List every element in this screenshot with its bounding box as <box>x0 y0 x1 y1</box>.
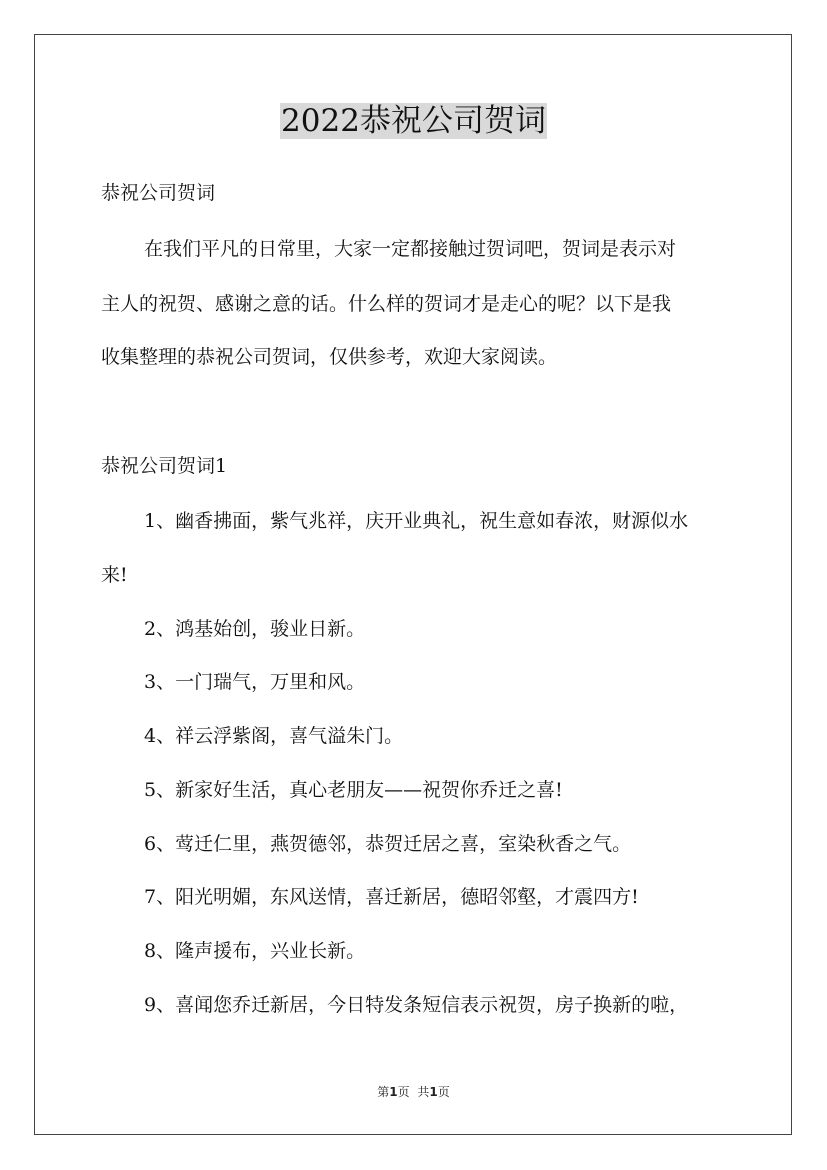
list-item-1: 1、幽香拂面，紫气兆祥，庆开业典礼，祝生意如春浓，财源似水 <box>144 510 689 532</box>
intro-line-3: 收集整理的恭祝公司贺词，仅供参考，欢迎大家阅读。 <box>101 346 558 368</box>
list-item-9: 9、喜闻您乔迁新居，今日特发条短信表示祝贺，房子换新的啦， <box>144 994 689 1016</box>
page-label-suffix: 页 <box>397 1085 410 1099</box>
total-pages: 1 <box>429 1085 438 1099</box>
document-title-text: 2022恭祝公司贺词 <box>281 103 546 139</box>
list-item-8: 8、隆声援布，兴业长新。 <box>144 940 366 962</box>
list-item-1-continued: 来! <box>101 564 128 586</box>
document-subtitle: 恭祝公司贺词 <box>101 182 216 204</box>
list-item-3: 3、一门瑞气，万里和风。 <box>144 671 366 693</box>
total-label-suffix: 页 <box>437 1085 450 1099</box>
list-item-7: 7、阳光明媚，东风送情，喜迁新居，德昭邻壑，才震四方! <box>144 886 639 908</box>
page-number: 1 <box>389 1085 398 1099</box>
page-footer <box>0 1084 827 1100</box>
intro-line-1: 在我们平凡的日常里，大家一定都接触过贺词吧，贺词是表示对 <box>144 238 677 260</box>
list-item-6: 6、莺迁仁里，燕贺德邻，恭贺迁居之喜，室染秋香之气。 <box>144 833 632 855</box>
total-label-prefix: 共 <box>417 1085 430 1099</box>
section-heading: 恭祝公司贺词1 <box>101 455 228 477</box>
list-item-4: 4、祥云浮紫阁，喜气溢朱门。 <box>144 725 404 747</box>
list-item-2: 2、鸿基始创，骏业日新。 <box>144 618 366 640</box>
list-item-5: 5、新家好生活，真心老朋友——祝贺你乔迁之喜! <box>144 779 563 801</box>
intro-line-2: 主人的祝贺、感谢之意的话。什么样的贺词才是走心的呢？以下是我 <box>101 293 672 315</box>
page-label-prefix: 第 <box>377 1085 390 1099</box>
document-title <box>0 99 827 143</box>
